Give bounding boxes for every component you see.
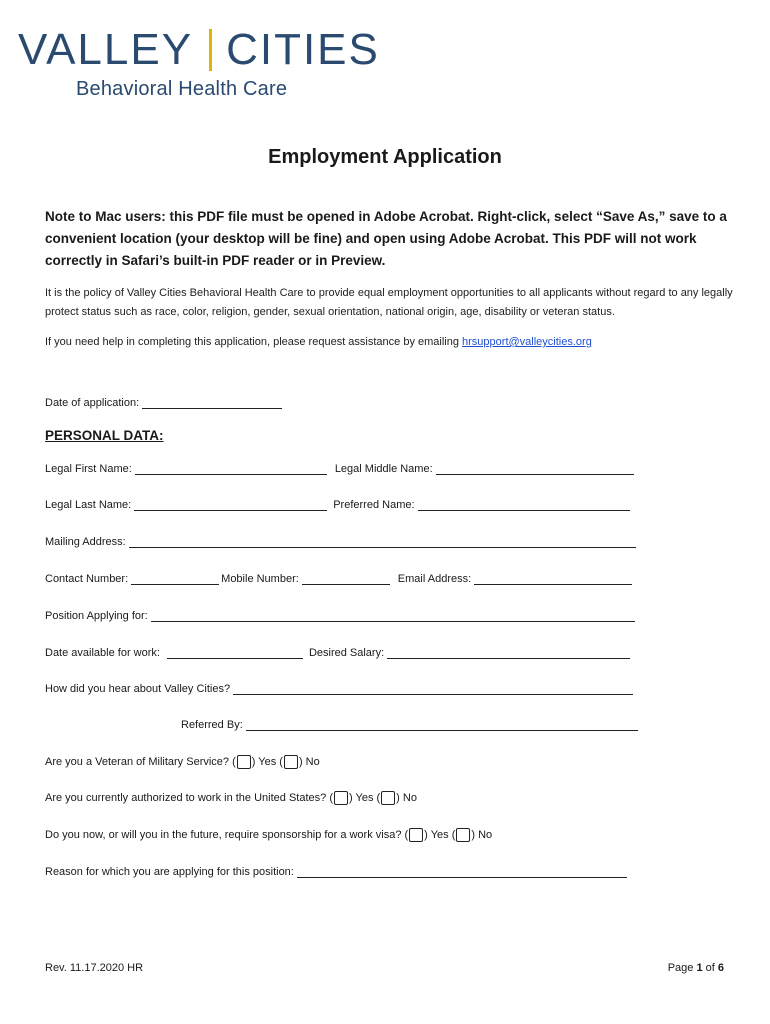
name-row-2 bbox=[45, 498, 630, 511]
how-heard-field[interactable] bbox=[233, 682, 633, 695]
authorized-yes-label: ) Yes ( bbox=[348, 792, 381, 804]
veteran-no-checkbox[interactable] bbox=[284, 755, 298, 769]
middle-name-field[interactable] bbox=[436, 462, 634, 475]
date-of-application-row bbox=[45, 396, 282, 409]
email-address-label: Email Address: bbox=[397, 573, 472, 585]
first-name-label: Legal First Name: bbox=[45, 463, 132, 475]
page-title: Employment Application bbox=[268, 146, 502, 168]
date-of-application-label: Date of application: bbox=[45, 397, 140, 409]
mac-users-note: Note to Mac users: this PDF file must be opened in Adobe Acrobat. Right-click, select “Save As,” save to a convenient location (your desktop will be fine) and open using Adobe Acrobat. This PDF will not work correctly in Safari’s built-in PDF reader or in Preview. bbox=[45, 209, 727, 268]
logo-divider bbox=[209, 29, 212, 71]
position-field[interactable] bbox=[151, 609, 635, 622]
personal-data-heading: PERSONAL DATA: bbox=[45, 428, 164, 443]
company-logo bbox=[18, 25, 380, 100]
equal-opportunity-policy: It is the policy of Valley Cities Behavioral Health Care to provide equal employment opportunities to all applicants without regard to any legally protect status such as race, color, religion, gender, sexual orientation, national origin, age, disability or veteran status. bbox=[45, 287, 733, 318]
mailing-address-field[interactable] bbox=[129, 535, 636, 548]
date-of-application-field[interactable] bbox=[142, 396, 282, 409]
sponsorship-yes-checkbox[interactable] bbox=[409, 828, 423, 842]
last-name-field[interactable] bbox=[134, 498, 327, 511]
middle-name-label: Legal Middle Name: bbox=[334, 463, 433, 475]
email-address-field[interactable] bbox=[474, 572, 632, 585]
date-available-field[interactable] bbox=[167, 646, 303, 659]
name-row-1 bbox=[45, 462, 634, 475]
logo-word-valley: VALLEY bbox=[18, 25, 194, 74]
veteran-no-label: ) No bbox=[298, 756, 320, 768]
referred-by-label: Referred By: bbox=[181, 719, 243, 731]
authorized-no-label: ) No bbox=[396, 792, 417, 804]
authorized-yes-checkbox[interactable] bbox=[334, 791, 348, 805]
mailing-address-label: Mailing Address: bbox=[45, 536, 126, 548]
revision-label: Rev. 11.17.2020 HR bbox=[45, 962, 144, 974]
position-label: Position Applying for: bbox=[45, 610, 148, 622]
page-prefix: Page bbox=[667, 962, 697, 974]
page-of: of bbox=[702, 962, 718, 974]
veteran-yes-label: ) Yes ( bbox=[251, 756, 283, 768]
reason-field[interactable] bbox=[297, 865, 627, 878]
authorized-no-checkbox[interactable] bbox=[381, 791, 395, 805]
last-name-label: Legal Last Name: bbox=[45, 499, 132, 511]
mobile-number-label: Mobile Number: bbox=[221, 573, 299, 585]
veteran-label: Are you a Veteran of Military Service? ( bbox=[45, 756, 236, 768]
mailing-address-row bbox=[45, 535, 636, 548]
how-heard-label: How did you hear about Valley Cities? bbox=[45, 683, 231, 695]
preferred-name-label: Preferred Name: bbox=[333, 499, 415, 511]
page-current: 1 bbox=[696, 962, 703, 974]
reason-label: Reason for which you are applying for this position: bbox=[45, 866, 294, 878]
availability-row bbox=[45, 646, 630, 659]
help-text bbox=[45, 333, 735, 352]
logo-word-cities: CITIES bbox=[226, 25, 380, 74]
support-email-link[interactable]: hrsupport@valleycities.org bbox=[462, 336, 592, 348]
veteran-yes-checkbox[interactable] bbox=[237, 755, 251, 769]
position-row bbox=[45, 609, 635, 622]
page-total: 6 bbox=[717, 962, 724, 974]
preferred-name-field[interactable] bbox=[418, 498, 630, 511]
help-text-label: If you need help in completing this application, please request assistance by emailing bbox=[45, 336, 463, 348]
veteran-row bbox=[45, 755, 320, 769]
desired-salary-label: Desired Salary: bbox=[308, 647, 385, 659]
reason-row bbox=[45, 865, 627, 878]
mobile-number-field[interactable] bbox=[302, 572, 390, 585]
contact-row bbox=[45, 572, 632, 585]
authorized-row bbox=[45, 791, 417, 805]
how-heard-row bbox=[45, 682, 633, 695]
sponsorship-no-checkbox[interactable] bbox=[456, 828, 470, 842]
logo-subtitle: Behavioral Health Care bbox=[76, 78, 288, 100]
authorized-label: Are you currently authorized to work in the United States? ( bbox=[45, 792, 333, 804]
sponsorship-label: Do you now, or will you in the future, require sponsorship for a work visa? ( bbox=[45, 829, 409, 841]
sponsorship-row bbox=[45, 828, 492, 842]
page-number bbox=[668, 962, 724, 974]
contact-number-field[interactable] bbox=[131, 572, 219, 585]
sponsorship-no-label: ) No bbox=[471, 829, 493, 841]
sponsorship-yes-label: ) Yes ( bbox=[424, 829, 456, 841]
date-available-label: Date available for work: bbox=[45, 647, 160, 659]
desired-salary-field[interactable] bbox=[387, 646, 630, 659]
referred-by-field[interactable] bbox=[246, 718, 638, 731]
first-name-field[interactable] bbox=[135, 462, 327, 475]
contact-number-label: Contact Number: bbox=[45, 573, 129, 585]
referred-by-row bbox=[181, 718, 638, 731]
